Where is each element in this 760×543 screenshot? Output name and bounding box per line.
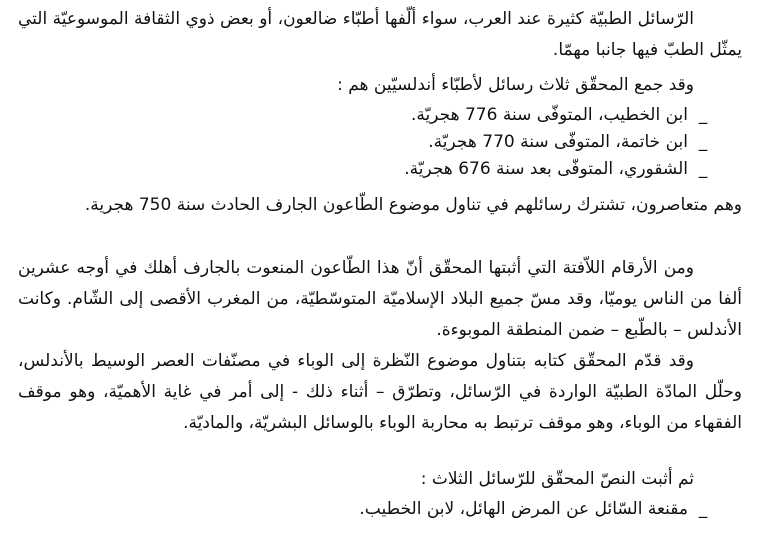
list-item <box>30 129 710 156</box>
list-item <box>30 102 710 129</box>
list-item <box>30 496 710 523</box>
dash-marker: _ <box>698 499 708 519</box>
dash-marker: _ <box>698 132 708 152</box>
dash-marker: _ <box>698 159 708 179</box>
contemporaries-paragraph: وهم متعاصرون، تشترك رسائلهم في تناول موضوع الطّاعون الجارف الحادث سنة 750 هجرية. <box>84 195 742 215</box>
collection-paragraph: وقد جمع المحقّق ثلاث رسائل لأطبّاء أندلسيّين هم : <box>337 75 694 95</box>
epistles-list <box>30 496 710 523</box>
texts-paragraph: ثم أثبت النصّ المحقّق للرّسائل الثلاث : <box>420 469 694 489</box>
list-item-text: الشقوري، المتوفّى بعد سنة 676 هجريّة. <box>404 159 688 179</box>
doctors-list <box>30 102 710 183</box>
list-item-text: ابن الخطيب، المتوفّى سنة 776 هجريّة. <box>410 105 688 125</box>
list-item-text: ابن خاتمة، المتوفّى سنة 770 هجريّة. <box>428 132 688 152</box>
plague-paragraph: ومن الأرقام اللاّفتة التي أثبتها المحقّق أنّ هذا الطّاعون المنعوت بالجارف أهلك في أوجه عشرين ألفا من الناس يوميّا، وقد مسّ جميع البلاد الإسلاميّة المتوسّطيّة، من المغرب الأقصى إلى الشّام. وكانت الأندلس – بالطّبع – ضمن المنطقة الموبوءة. <box>18 258 742 340</box>
list-item <box>30 156 710 183</box>
dash-marker: _ <box>698 105 708 125</box>
intro-paragraph: الرّسائل الطبيّة كثيرة عند العرب، سواء ألّفها أطبّاء ضالعون، أو بعض ذوي الثقافة الموسوعيّة التي يمثّل الطبّ فيها جانبا مهمّا. <box>18 9 742 60</box>
introduction-summary-paragraph: وقد قدّم المحقّق كتابه بتناول موضوع النّظرة إلى الوباء في مصنّفات العصر الوسيط بالأندلس، وحلّل المادّة الطبيّة الواردة في الرّسائل، وتطرّق – أثناء ذلك - إلى أمر في غاية الأهميّة، وهو موقف الفقهاء من الوباء، وهو موقف ترتبط به محاربة الوباء بالوسائل البشريّة، والماديّة. <box>18 351 742 433</box>
list-item-text: مقنعة السّائل عن المرض الهائل، لابن الخطيب. <box>359 499 688 519</box>
